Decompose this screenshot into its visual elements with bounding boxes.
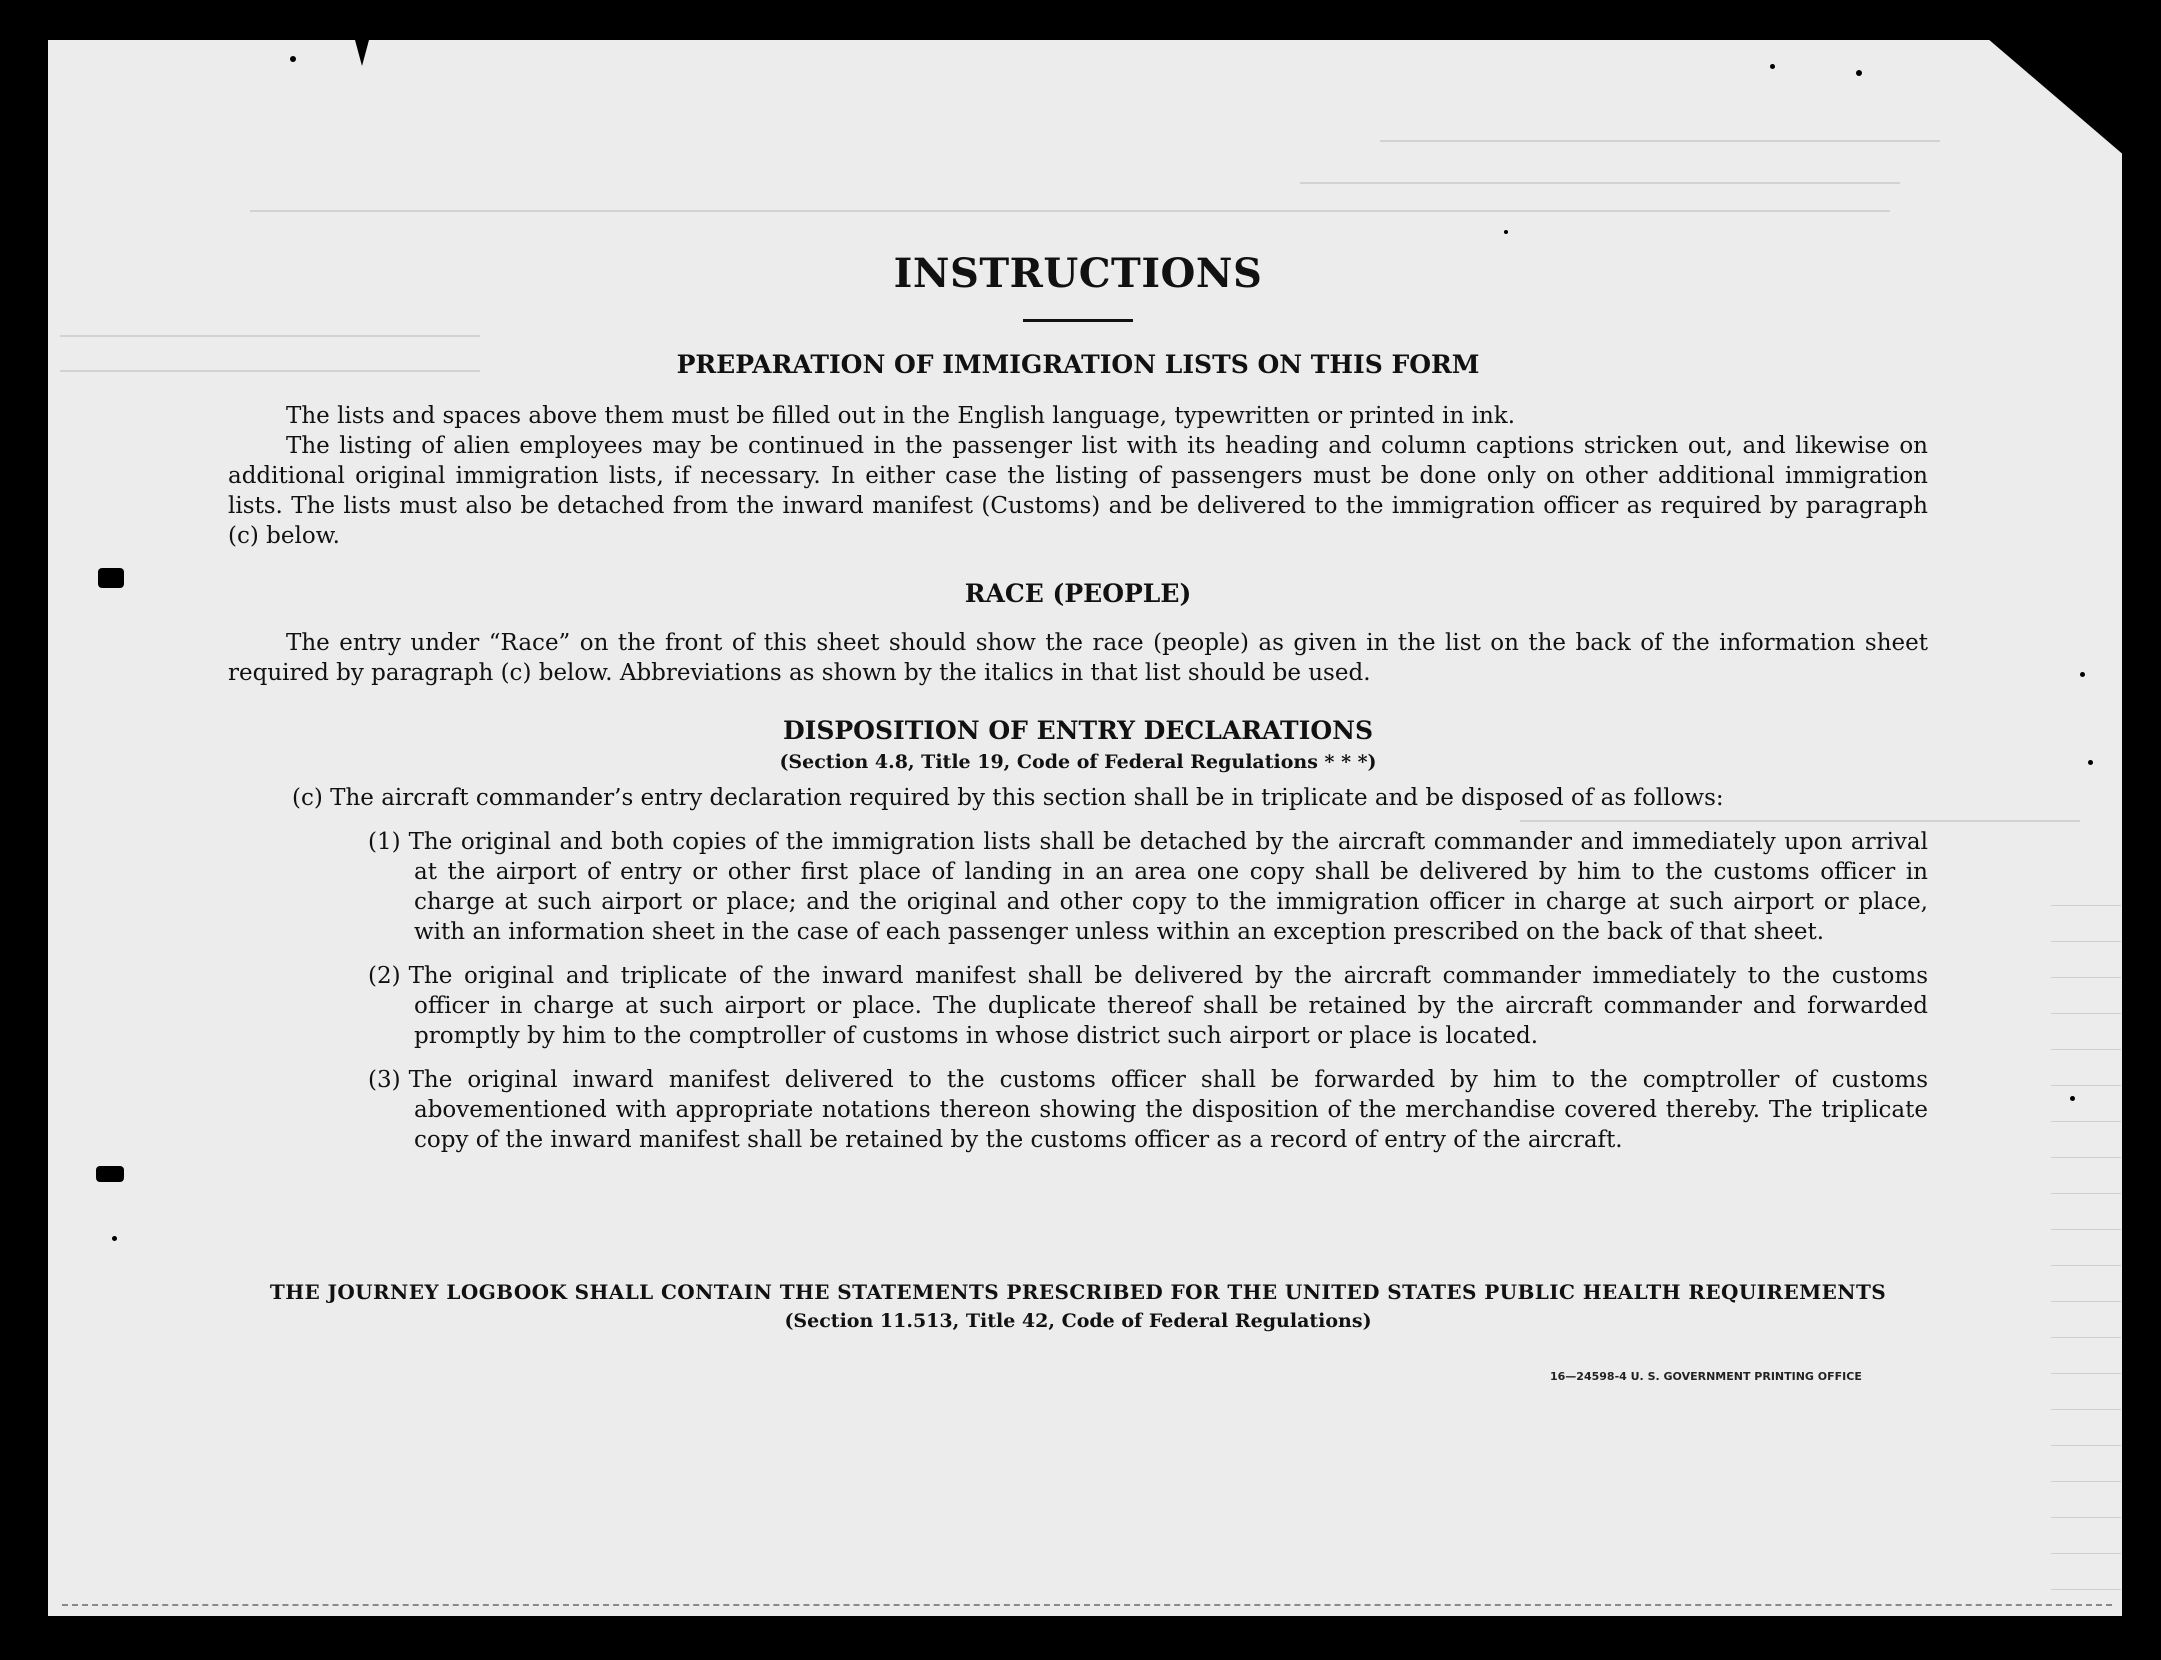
list-item-text: The original and both copies of the immigration lists shall be detached by the aircraft commander and immediately upon arrival at the airport of entry or other first place of landing in an area one copy shall be delivered by him to the customs officer in charge at such airport or place; and the original and other copy to the immigration officer in charge at such airport or place, with an information sheet in the case of each passenger unless within an exception prescribed on the back of that sheet. (408, 829, 1928, 945)
scan-speck (290, 56, 296, 62)
list-item (228, 827, 1928, 947)
instructions-body (228, 250, 1928, 1155)
footer-statement: THE JOURNEY LOGBOOK SHALL CONTAIN THE STATEMENTS PRESCRIBED FOR THE UNITED STATES PUBLIC HEALTH REQUIREMENTS (269, 1280, 1887, 1304)
scan-speck (1504, 230, 1508, 234)
title-underline (1023, 319, 1133, 322)
paragraph-c-intro: (c) The aircraft commander’s entry declaration required by this section shall be in triplicate and be disposed of as follows: (292, 785, 1724, 811)
paragraph-alien-employees: The listing of alien employees may be continued in the passenger list with its heading and column captions stricken out, and likewise on additional original immigration lists, if necessary. In either case the listing of passengers must be done only on other additional immigration lists. The lists must also be detached from the inward manifest (Customs) and be delivered to the immigration officer as required by paragraph (c) below. (228, 433, 1928, 549)
list-item-number: (1) (368, 829, 401, 855)
list-item-number: (2) (368, 963, 401, 989)
paper-bottom-edge (62, 1604, 2112, 1606)
section-heading-disposition: DISPOSITION OF ENTRY DECLARATIONS (782, 716, 1374, 745)
bleed-through-line (1380, 140, 1940, 142)
list-item-number: (3) (368, 1067, 401, 1093)
paragraph-english-language: The lists and spaces above them must be filled out in the English language, typewritten or printed in ink. (286, 403, 1516, 429)
list-item-text: The original and triplicate of the inward manifest shall be delivered by the aircraft commander immediately to the customs officer in charge at such airport or place. The duplicate thereof shall be retained by the aircraft commander and forwarded promptly by him to the comptroller of customs in whose district such airport or place is located. (408, 963, 1928, 1049)
section-citation: (Section 4.8, Title 19, Code of Federal Regulations * * *) (779, 751, 1377, 773)
list-item (228, 1065, 1928, 1155)
page-title: INSTRUCTIONS (893, 250, 1263, 297)
paper-tear-mark (355, 40, 369, 66)
bleed-through-ruled-lines (2051, 870, 2121, 1590)
footer-citation: (Section 11.513, Title 42, Code of Federal Regulations) (784, 1310, 1372, 1332)
bleed-through-line (1300, 182, 1900, 184)
scan-speck (112, 1236, 117, 1241)
paragraph-race-entry: The entry under “Race” on the front of this sheet should show the race (people) as given in the list on the back of the information sheet required by paragraph (c) below. Abbreviations as shown by the italics in that list should be used. (228, 630, 1928, 686)
scan-speck (98, 568, 124, 588)
health-requirements-note (228, 1280, 1928, 1332)
scan-speck (96, 1166, 124, 1182)
printer-imprint: 16—24598-4 U. S. GOVERNMENT PRINTING OFFICE (1550, 1370, 1862, 1383)
section-heading-race: RACE (PEOPLE) (964, 579, 1192, 608)
list-item (228, 961, 1928, 1051)
list-item-text: The original inward manifest delivered to the customs officer shall be forwarded by him to the comptroller of customs abovementioned with appropriate notations thereon showing the disposition of the merchandise covered thereby. The triplicate copy of the inward manifest shall be retained by the customs officer as a record of entry of the aircraft. (408, 1067, 1928, 1153)
scan-speck (2080, 672, 2085, 677)
scan-speck (1856, 70, 1862, 76)
scan-speck (2070, 1096, 2075, 1101)
section-heading-preparation: PREPARATION OF IMMIGRATION LISTS ON THIS FORM (676, 350, 1480, 379)
bleed-through-line (250, 210, 1890, 212)
scan-speck (2088, 760, 2093, 765)
scan-speck (1770, 64, 1775, 69)
